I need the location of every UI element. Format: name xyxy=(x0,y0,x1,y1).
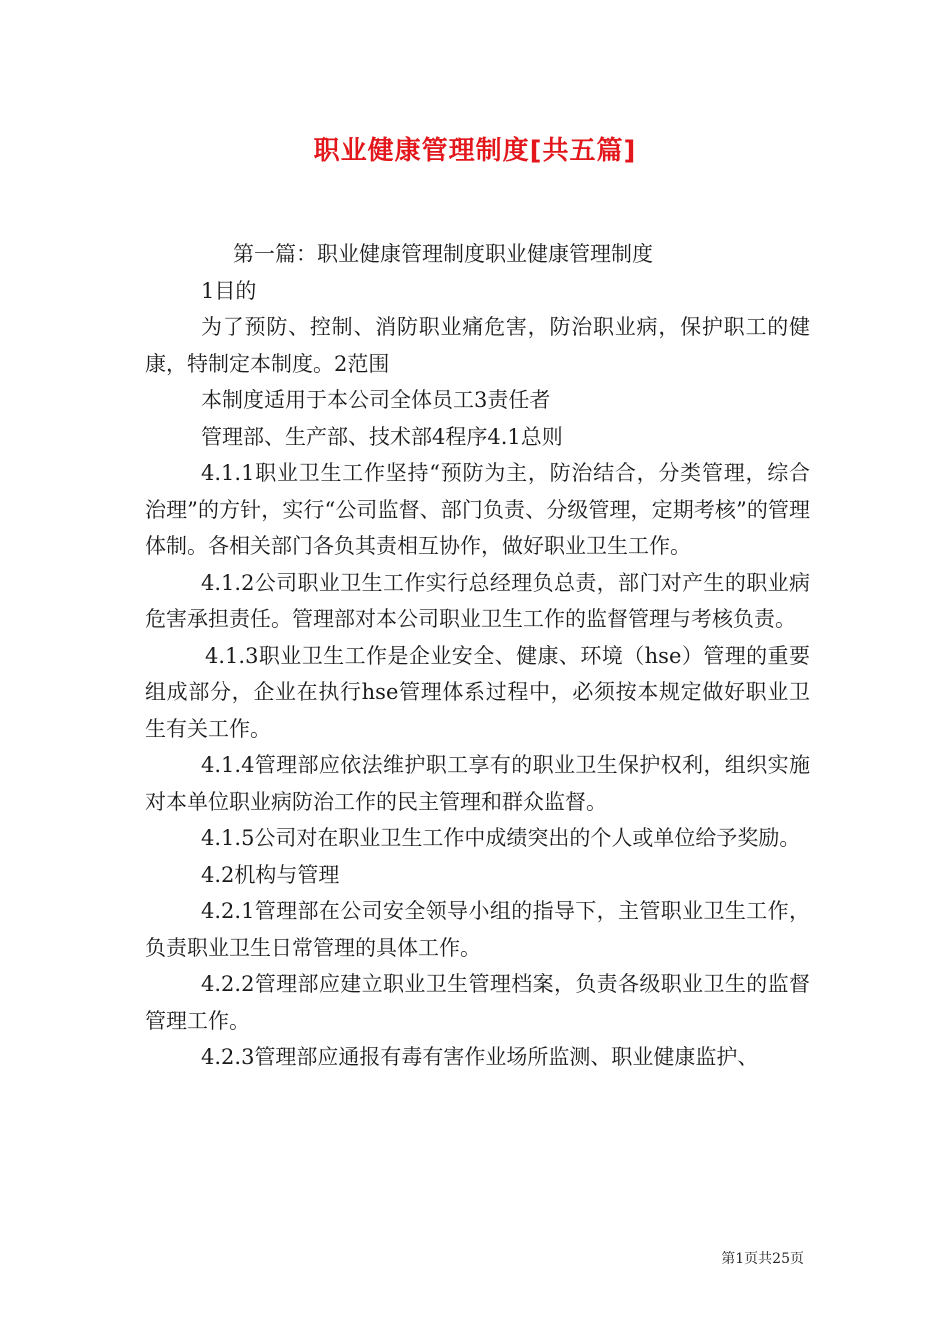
section-heading: 第一篇：职业健康管理制度职业健康管理制度 xyxy=(233,242,653,266)
page-number: 第1页共25页 xyxy=(721,1251,804,1267)
paragraph: 4.2.2管理部应建立职业卫生管理档案，负责各级职业卫生的监督管理工作。 xyxy=(145,972,810,1033)
document-body xyxy=(145,236,810,1076)
paragraph: 4.1.3职业卫生工作是企业安全、健康、环境（hse）管理的重要组成部分，企业在执行hse管理体系过程中，必须按本规定做好职业卫生有关工作。 xyxy=(145,643,810,741)
paragraph: 4.1.5公司对在职业卫生工作中成绩突出的个人或单位给予奖励。 xyxy=(201,826,801,850)
paragraph: 4.1.4管理部应依法维护职工享有的职业卫生保护权利，组织实施对本单位职业病防治工作的民主管理和群众监督。 xyxy=(145,753,810,814)
paragraph: 4.2.1管理部在公司安全领导小组的指导下，主管职业卫生工作，负责职业卫生日常管理的具体工作。 xyxy=(145,899,810,960)
paragraph: 4.1.2公司职业卫生工作实行总经理负总责，部门对产生的职业病危害承担责任。管理部对本公司职业卫生工作的监督管理与考核负责。 xyxy=(145,570,810,631)
paragraph: 本制度适用于本公司全体员工3责任者 xyxy=(201,388,551,412)
paragraph: 4.2机构与管理 xyxy=(201,862,340,887)
paragraph: 4.2.3管理部应通报有毒有害作业场所监测、职业健康监护、 xyxy=(201,1045,759,1069)
paragraph: 为了预防、控制、消防职业痛危害，防治职业病，保护职工的健康，特制定本制度。2范围 xyxy=(145,315,810,376)
paragraph: 管理部、生产部、技术部4程序4.1总则 xyxy=(201,424,563,449)
document-title: 职业健康管理制度[共五篇] xyxy=(313,136,637,166)
paragraph: 4.1.1职业卫生工作坚持“预防为主，防治结合，分类管理，综合治理”的方针，实行“公司监督、部门负责、分级管理，定期考核”的管理体制。各相关部门各负其责相互协作，做好职业卫生工作。 xyxy=(145,461,810,558)
paragraph: 1目的 xyxy=(201,278,257,303)
